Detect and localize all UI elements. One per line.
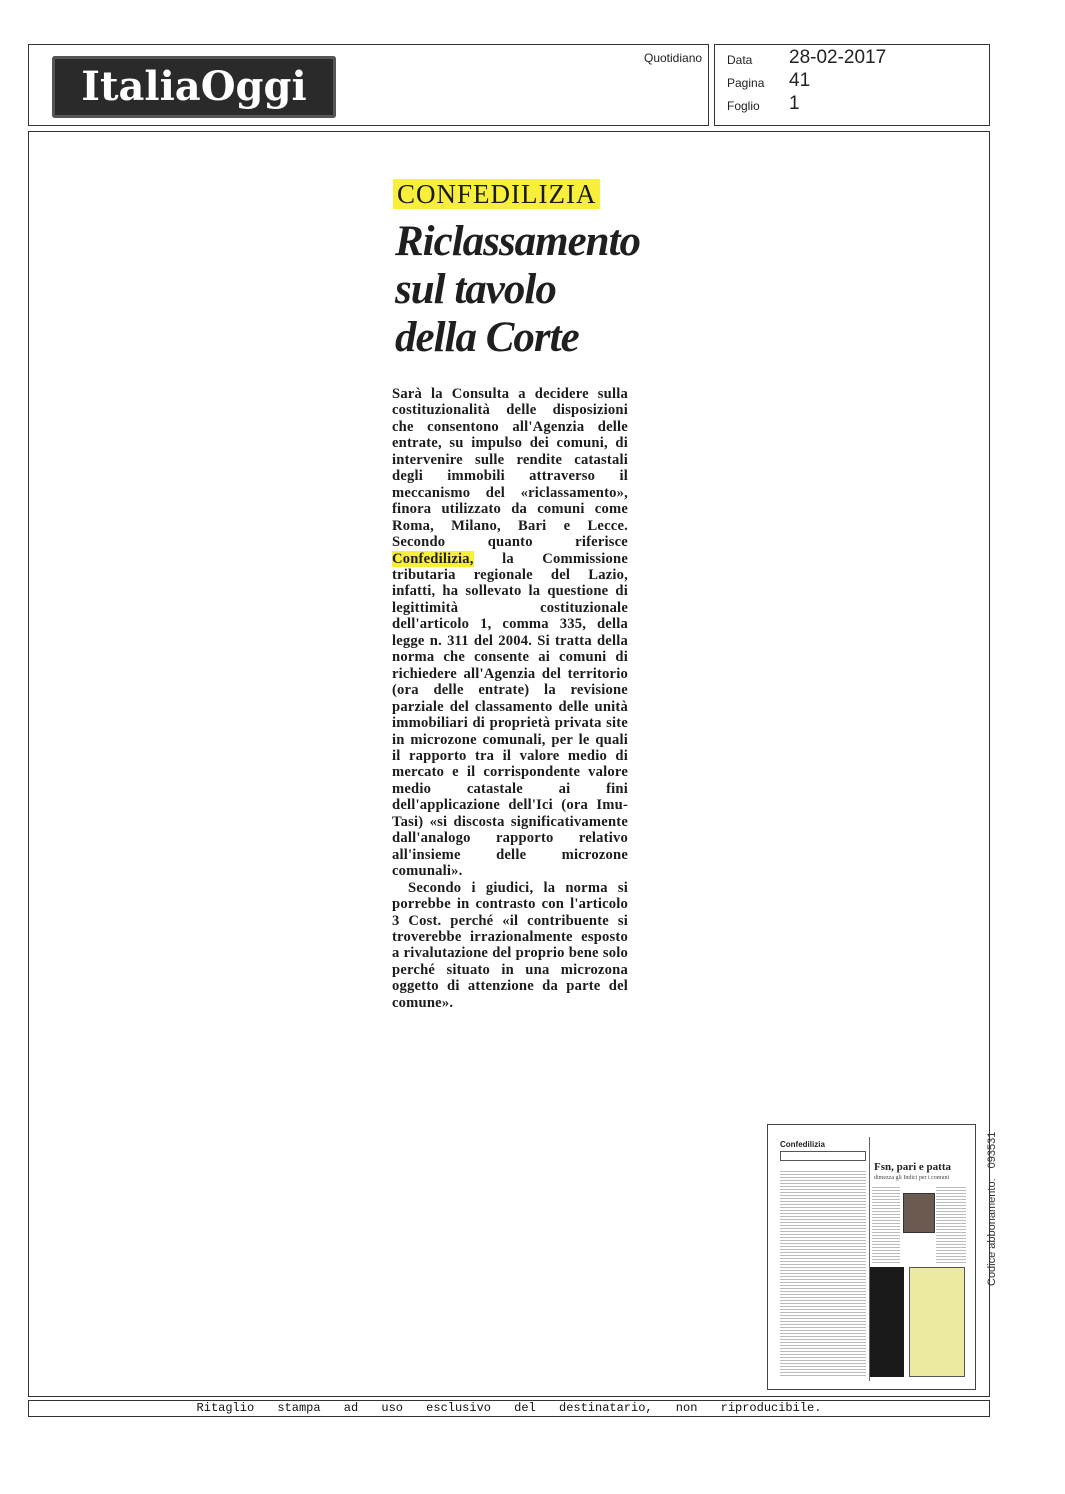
thumbnail-left-title: Confedilizia [780, 1140, 825, 1149]
paragraph-text: Sarà la Consulta a decidere sulla costituzionalità delle disposizioni che consentono all'Agenzia delle entrate, su impulso dei comuni, di intervenire sulle rendite catastali degli immobili attraverso il meccanismo del «riclassamento», finora utilizzato da comuni come Roma, Milano, Bari e Lecce. Secondo quanto riferisce [392, 386, 628, 551]
thumbnail-dark-box [870, 1267, 904, 1377]
thumbnail-text-column [872, 1185, 900, 1265]
thumbnail-right-title: Fsn, pari e patta [874, 1161, 951, 1173]
article-headline [395, 218, 695, 362]
thumbnail-rule [780, 1151, 866, 1161]
footer-disclaimer: Ritaglio stampa ad uso esclusivo del destinatario, non riproducibile. [28, 1400, 990, 1417]
article-paragraph [392, 386, 628, 880]
paragraph-text: la Commissione tributaria regionale del Lazio, infatti, ha sollevato la questione di legittimità costituzionale dell'articolo 1, comma 335, della legge n. 311 del 2004. Si tratta della norma che consente ai comuni di richiedere all'Agenzia del territorio (ora delle entrate) la revisione parziale del classamento delle unità immobiliari di proprietà privata site in microzone comunali, per le quali il rapporto tra il valore medio di mercato e il corrispondente valore medio catastale ai fini dell'applicazione dell'Ici (ora Imu-Tasi) «si discosta significativamente dall'analogo rapporto relativo all'insieme delle microzone comunali». [392, 550, 628, 880]
page-value: 41 [789, 70, 811, 91]
thumbnail-photo [903, 1193, 935, 1233]
article-paragraph: Secondo i giudici, la norma si porrebbe in contrasto con l'articolo 3 Cost. perché «il contribuente si troverebbe irrazionalmente esposto a rivalutazione del proprio bene solo perché situato in una microzona oggetto di attenzione da parte del comune». [392, 879, 628, 1011]
thumbnail-text-column [780, 1169, 866, 1377]
highlighted-name: Confedilizia, [392, 550, 474, 567]
page-thumbnail [767, 1124, 976, 1390]
article-body [392, 386, 628, 1011]
thumbnail-yellow-box [909, 1267, 965, 1377]
thumbnail-text-column [936, 1185, 966, 1265]
subscription-number: 093531 [986, 1131, 998, 1169]
publication-logo [52, 56, 336, 118]
headline-line: della Corte [395, 314, 579, 361]
thumbnail-right-subtitle: dimezza gli Indici per i comuni [874, 1175, 950, 1181]
subscription-label: Codice abbonamento: [986, 1178, 998, 1286]
publication-type: Quotidiano [644, 51, 703, 65]
sheet-label: Foglio [727, 99, 760, 113]
sheet-value: 1 [789, 93, 800, 114]
thumbnail-page [776, 1137, 966, 1381]
publication-name: ItaliaOggi [81, 63, 307, 110]
page-label: Pagina [727, 76, 765, 90]
headline-line: Riclassamento [395, 218, 641, 265]
date-label: Data [727, 53, 753, 67]
subscription-code [986, 1132, 998, 1286]
date-value: 28-02-2017 [789, 47, 887, 68]
headline-line: sul tavolo [395, 266, 556, 313]
article-kicker: CONFEDILIZIA [393, 179, 600, 209]
